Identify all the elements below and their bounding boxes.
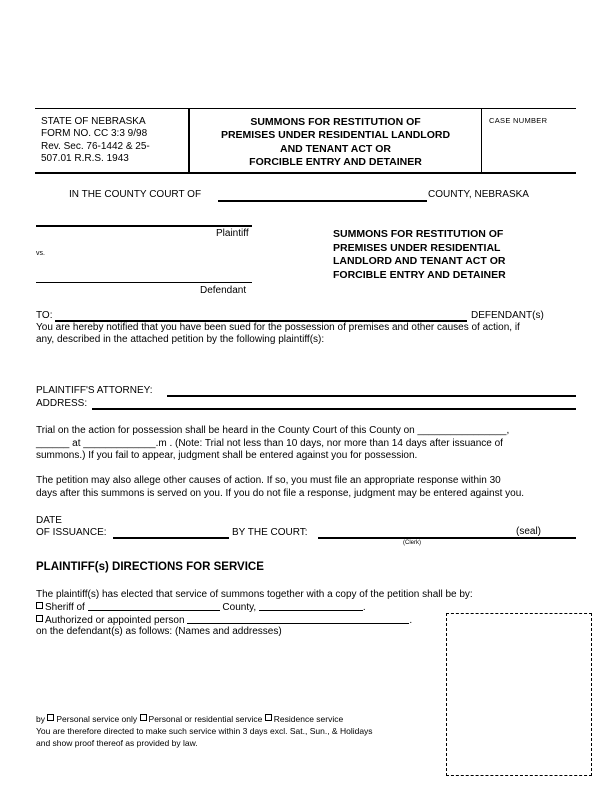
residence-checkbox[interactable] — [265, 714, 272, 721]
residence-label: Residence service — [273, 714, 344, 724]
directed-line: and show proof thereof as provided by law. — [36, 737, 198, 748]
personal-or-residential-label: Personal or residential service — [148, 714, 263, 724]
form-statute-1: Rev. Sec. 76-1442 & 25- — [41, 140, 150, 152]
service-type-options — [36, 714, 343, 724]
authorized-label: Authorized or appointed person — [45, 615, 185, 626]
form-title-line: PREMISES UNDER RESIDENTIAL LANDLORD — [220, 129, 451, 142]
return-stamp-box — [446, 613, 592, 776]
defendants-addresses-field[interactable] — [36, 640, 436, 710]
clerk-signature-field[interactable] — [318, 537, 576, 539]
petition-line: The petition may also allege other causes of action. If so, you must file an appropriate response within 30 — [36, 475, 501, 486]
caption-title-line: FORCIBLE ENTRY AND DETAINER — [333, 268, 506, 281]
form-title — [190, 116, 481, 169]
directed-line: You are therefore directed to make such service within 3 days excl. Sat., Sun., & Holidays — [36, 726, 373, 736]
sheriff-label: Sheriff of — [45, 602, 85, 613]
by-court-label: BY THE COURT: — [232, 527, 308, 538]
authorized-checkbox[interactable] — [36, 615, 43, 622]
plaintiff-label: Plaintiff — [216, 228, 249, 239]
seal-label: (seal) — [516, 526, 542, 537]
to-label: TO: — [36, 310, 53, 321]
county-field[interactable] — [218, 200, 427, 202]
personal-only-label: Personal service only — [56, 714, 138, 724]
date-of-issuance-field[interactable] — [113, 537, 229, 539]
notice-line: You are hereby notified that you have been sued for the possession of premises and other causes of action, if — [36, 322, 520, 333]
authorized-option: Authorized or appointed person . — [36, 614, 412, 626]
trial-line: Trial on the action for possession shall be heard in the County Court of this County on ________________, — [36, 425, 510, 436]
sheriff-name-field[interactable] — [259, 601, 363, 611]
form-state: STATE OF NEBRASKA — [41, 116, 146, 127]
date-label: DATE — [36, 515, 62, 526]
form-statute-2: 507.01 R.R.S. 1943 — [41, 152, 129, 164]
notice-line: any, described in the attached petition by the following plaintiff(s): — [36, 334, 325, 345]
caption-title-line: SUMMONS FOR RESTITUTION OF — [333, 228, 504, 240]
form-number: FORM NO. CC 3:3 9/98 — [41, 128, 148, 140]
defendant-label: Defendant — [200, 285, 247, 296]
header-bottom-rule — [35, 172, 576, 174]
defendants-addresses-label: on the defendant(s) as follows: (Names and addresses) — [36, 626, 282, 637]
form-title-line: SUMMONS FOR RESTITUTION OF — [250, 116, 421, 128]
defendant-field[interactable] — [36, 282, 252, 283]
directed-text — [36, 726, 373, 749]
of-issuance-label: OF ISSUANCE: — [36, 527, 107, 538]
directions-intro: The plaintiff(s) has elected that service of summons together with a copy of the petition shall be by: — [36, 589, 473, 600]
header-top-rule — [35, 108, 576, 109]
form-identification — [41, 116, 186, 165]
trial-text — [36, 425, 509, 463]
attorney-field[interactable] — [167, 395, 576, 397]
address-field[interactable] — [92, 408, 576, 410]
directions-heading: PLAINTIFF(s) DIRECTIONS FOR SERVICE — [36, 561, 264, 573]
court-prefix: IN THE COUNTY COURT OF — [69, 189, 202, 200]
caption-title-line: PREMISES UNDER RESIDENTIAL — [333, 241, 501, 254]
header-divider-right — [481, 108, 482, 173]
sheriff-option: Sheriff of County, . — [36, 601, 366, 613]
sheriff-checkbox[interactable] — [36, 602, 43, 609]
petition-text — [36, 475, 524, 500]
form-title-line: AND TENANT ACT OR — [279, 142, 392, 155]
case-number-field[interactable] — [486, 130, 574, 170]
petition-line: days after this summons is served on you. If you do not file a response, judgment may be entered against you. — [36, 487, 525, 499]
plaintiff-field[interactable] — [36, 225, 252, 227]
caption-side-title — [333, 228, 506, 282]
defendants-label: DEFENDANT(s) — [471, 310, 544, 321]
personal-only-checkbox[interactable] — [47, 714, 54, 721]
sheriff-county-label: County, — [222, 602, 257, 613]
attorney-label: PLAINTIFF'S ATTORNEY: — [36, 385, 153, 396]
court-suffix: COUNTY, NEBRASKA — [428, 189, 529, 200]
personal-or-residential-checkbox[interactable] — [140, 714, 147, 721]
by-label: by — [36, 714, 45, 724]
caption-title-line: LANDLORD AND TENANT ACT OR — [333, 255, 506, 267]
address-label: ADDRESS: — [36, 398, 88, 409]
trial-line: summons.) If you fail to appear, judgment shall be entered against you for possession. — [36, 450, 418, 461]
vs-label: vs. — [36, 250, 45, 257]
clerk-label: (Clerk) — [403, 540, 421, 546]
sheriff-county-field[interactable] — [88, 601, 220, 611]
authorized-person-field[interactable] — [187, 614, 409, 624]
trial-line: ______ at _____________.m . (Note: Trial not less than 10 days, nor more than 14 days after issuance of — [36, 437, 503, 449]
case-number-label: CASE NUMBER — [489, 116, 548, 125]
form-title-line: FORCIBLE ENTRY AND DETAINER — [249, 155, 422, 168]
notice-text — [36, 322, 520, 346]
